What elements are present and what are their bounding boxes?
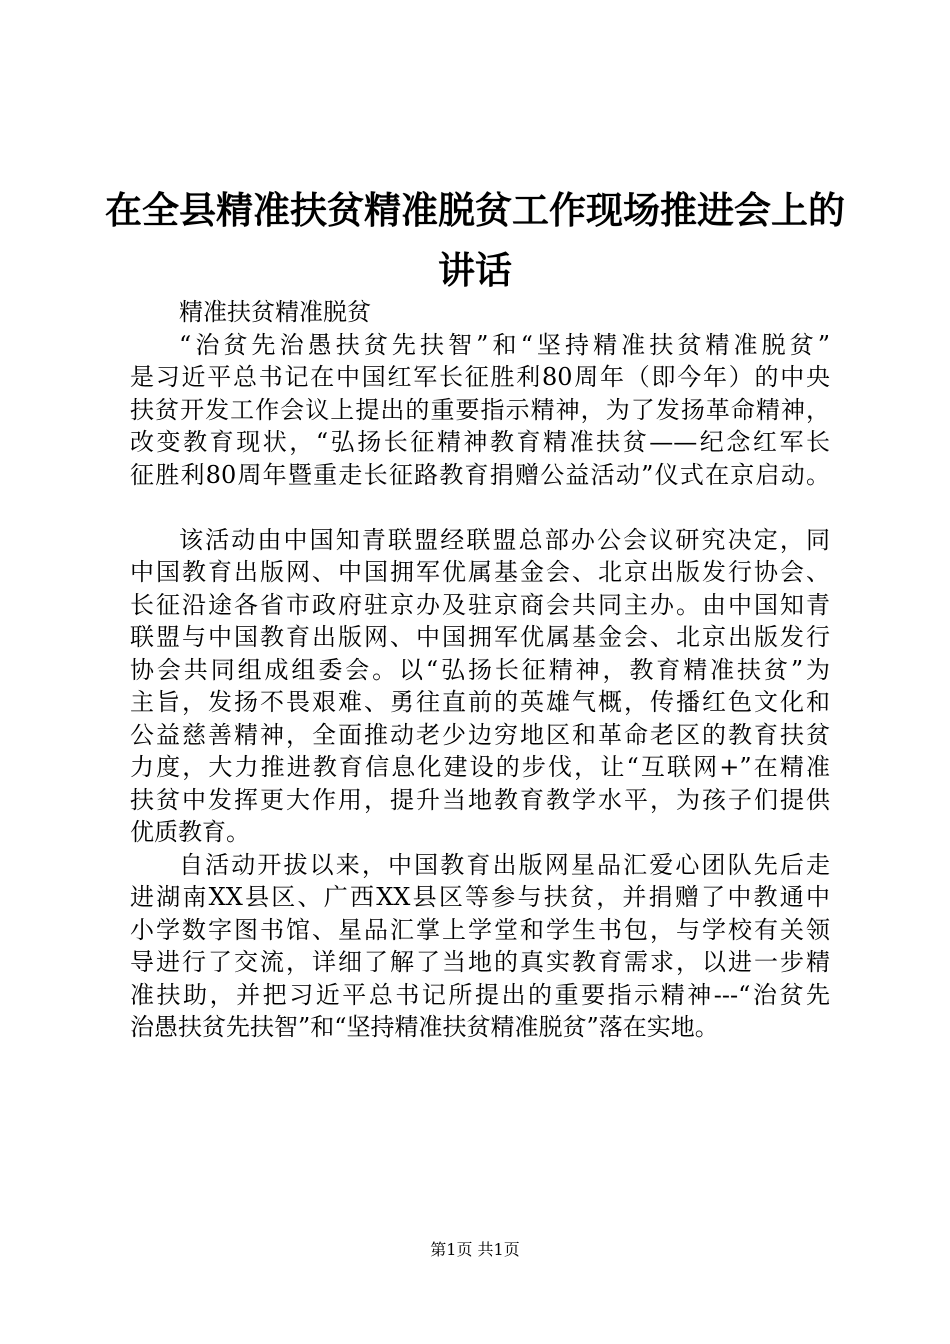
paragraph-2-line: 优质教育。 [130, 818, 250, 846]
paragraph-3-line: 进湖南XX县区、广西XX县区等参与扶贫，并捐赠了中教通中 [130, 883, 830, 911]
paragraph-1-line: “治贫先治愚扶贫先扶智”和“坚持精准扶贫精准脱贫” [179, 330, 830, 359]
document-title-line-2: 讲话 [438, 248, 512, 292]
paragraph-2-line: 主旨，发扬不畏艰难、勇往直前的英雄气概，传播红色文化和 [130, 688, 830, 716]
paragraph-spacer [130, 491, 830, 524]
paragraph-1-line: 扶贫开发工作会议上提出的重要指示精神，为了发扬革命精神， [130, 395, 830, 424]
paragraph-2-line: 该活动由中国知青联盟经联盟总部办公会议研究决定，同 [179, 525, 830, 554]
paragraph-3-line: 自活动开拔以来，中国教育出版网星品汇爱心团队先后走 [179, 850, 830, 879]
paragraph-2-line: 公益慈善精神，全面推动老少边穷地区和革命老区的教育扶贫 [130, 720, 830, 749]
paragraph-2-line: 长征沿途各省市政府驻京办及驻京商会共同主办。由中国知青 [130, 590, 830, 619]
document-body [130, 296, 830, 1044]
paragraph-2-line: 联盟与中国教育出版网、中国拥军优属基金会、北京出版发行 [130, 623, 830, 651]
subtitle: 精准扶贫精准脱贫 [179, 298, 371, 326]
paragraph-3-line: 小学数字图书馆、星品汇掌上学堂和学生书包，与学校有关领 [130, 915, 830, 944]
paragraph-3-line: 准扶助，并把习近平总书记所提出的重要指示精神---“治贫先 [130, 980, 830, 1009]
paragraph-2-line: 力度，大力推进教育信息化建设的步伐，让“互联网+”在精准 [130, 753, 830, 781]
paragraph-3-line: 导进行了交流，详细了解了当地的真实教育需求，以进一步精 [130, 948, 830, 976]
paragraph-1-line: 改变教育现状，“弘扬长征精神教育精准扶贫——纪念红军长 [130, 428, 830, 456]
paragraph-2 [130, 524, 830, 849]
paragraph-3 [130, 849, 830, 1044]
paragraph-2-line: 协会共同组成组委会。以“弘扬长征精神，教育精准扶贫”为 [130, 655, 830, 684]
paragraph-2-line: 扶贫中发挥更大作用，提升当地教育教学水平，为孩子们提供 [130, 785, 830, 814]
paragraph-2-line: 中国教育出版网、中国拥军优属基金会、北京出版发行协会、 [130, 558, 830, 586]
paragraph-1-line: 征胜利80周年暨重走长征路教育捐赠公益活动”仪式在京启动。 [130, 460, 830, 489]
paragraph-1 [130, 329, 830, 492]
page-number-footer: 第1页 共1页 [430, 1240, 520, 1259]
paragraph-3-line: 治愚扶贫先扶智”和“坚持精准扶贫精准脱贫”落在实地。 [130, 1013, 719, 1041]
paragraph-1-line: 是习近平总书记在中国红军长征胜利80周年（即今年）的中央 [130, 363, 830, 391]
document-title-line-1: 在全县精准扶贫精准脱贫工作现场推进会上的 [105, 188, 845, 232]
